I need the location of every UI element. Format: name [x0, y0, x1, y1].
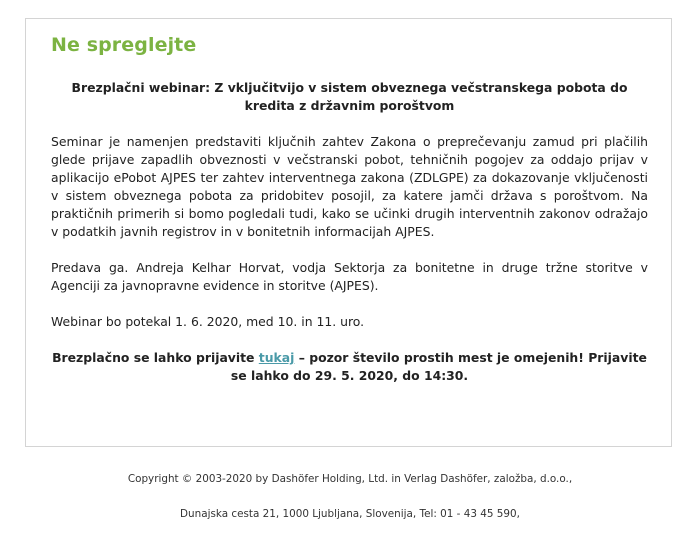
speaker-info: Predava ga. Andreja Kelhar Horvat, vodja Sektorja za bonitetne in druge tržne storitve v Agenciji za javnopravne evidence in storitve (AJPES).	[51, 260, 648, 293]
webinar-date: Webinar bo potekal 1. 6. 2020, med 10. in 11. uro.	[51, 314, 365, 329]
webinar-title: Brezplačni webinar: Z vključitvijo v sistem obveznega večstranskega pobota do kredita z državnim poroštvom	[71, 80, 628, 113]
signup-text-after: – pozor število prostih mest je omejenih! Prijavite se lahko do 29. 5. 2020, do 14:30.	[230, 350, 647, 383]
signup-notice	[51, 349, 648, 385]
webinar-description: Seminar je namenjen predstaviti ključnih zahtev Zakona o preprečevanju zamud pri plačilih glede prijave zapadlih obveznosti v večstranski pobot, tehničnih pogojev za oddajo prijav v aplikacijo ePobot AJPES ter zahtev interventnega zakona (ZDLGPE) za dokazovanje vključenosti v sistem obveznega pobota za pridobitev posojil, za katere jamči država s poroštvom. Na praktičnih primerih si bomo pogledali tudi, kako se učinki drugih interventnih zakonov odražajo v podatkih javnih registrov in v bonitetnih informacijah AJPES.	[51, 134, 648, 239]
footer-copyright: Copyright © 2003-2020 by Dashöfer Holding, Ltd. in Verlag Dashöfer, založba, d.o.o.,	[127, 473, 573, 485]
newsletter-card	[25, 18, 672, 447]
section-heading: Ne spreglejte	[51, 34, 197, 56]
footer-address: Dunajska cesta 21, 1000 Ljubljana, Slovenija, Tel: 01 - 43 45 590,	[180, 508, 520, 520]
signup-text-before: Brezplačno se lahko prijavite	[52, 350, 259, 365]
card-content	[51, 79, 648, 385]
signup-link[interactable]: tukaj	[258, 350, 295, 365]
